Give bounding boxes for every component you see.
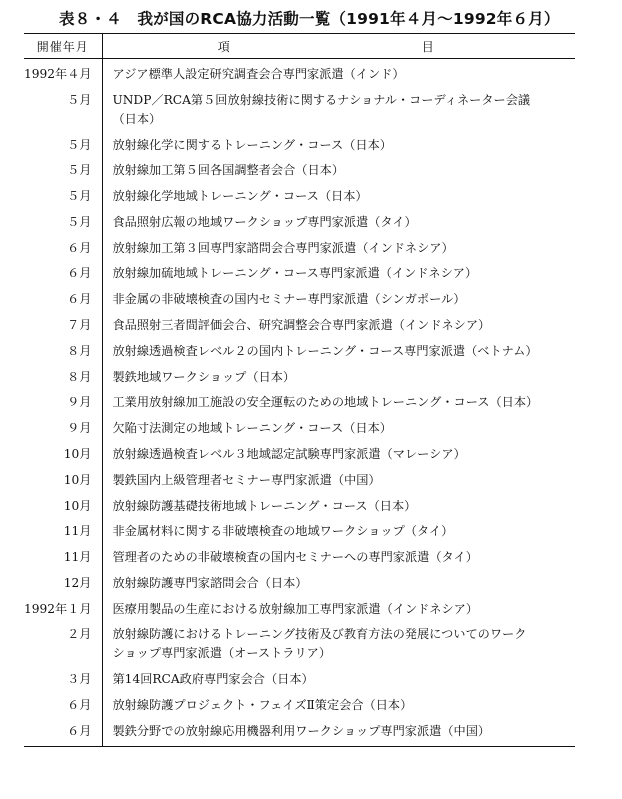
item-cell [102,313,575,339]
date-cell: 12月 [24,570,102,596]
date-cell: ６月 [24,693,102,719]
item-line: 放射線化学地域トレーニング・コース（日本） [112,189,368,204]
date-cell: ６月 [24,287,102,313]
item-line: 非金属の非破壊検査の国内セミナー専門家派遣（シンガポール） [112,292,466,307]
item-line: 放射線加工第３回専門家諮問会合専門家派遣（インドネシア） [112,240,454,255]
item-line: 放射線化学に関するトレーニング・コース（日本） [112,137,392,152]
table-row [24,235,575,261]
item-cell [102,442,575,468]
table-row [24,132,575,158]
table-row [24,390,575,416]
item-line: （日本） [112,111,162,126]
date-cell: ５月 [24,184,102,210]
item-line: 放射線防護におけるトレーニング技術及び教育方法の発展についてのワーク [112,627,527,642]
item-line: 製鉄国内上級管理者セミナー専門家派遣（中国） [112,472,381,487]
table-row [24,59,575,88]
table-row [24,442,575,468]
item-cell [102,519,575,545]
date-cell: 11月 [24,519,102,545]
item-line: 放射線加硫地域トレーニング・コース専門家派遣（インドネシア） [112,266,478,281]
date-cell: 10月 [24,442,102,468]
date-cell: 10月 [24,467,102,493]
date-cell: ５月 [24,87,102,132]
item-cell [102,287,575,313]
item-cell [102,210,575,236]
date-cell: ９月 [24,416,102,442]
item-cell [102,261,575,287]
table-row [24,622,575,667]
item-line: 放射線加工第５回各国調整者会合（日本） [112,163,345,178]
item-line: アジア標準人設定研究調査会合専門家派遣（インド） [112,67,405,81]
item-cell [102,667,575,693]
table-header-row [24,34,575,59]
table-body [24,59,575,747]
item-cell [102,390,575,416]
item-cell [102,493,575,519]
item-cell [102,158,575,184]
item-cell [102,338,575,364]
item-cell [102,59,575,88]
item-line: 食品照射広報の地域ワークショップ専門家派遣（タイ） [112,214,417,229]
header-date: 開催年月 [24,34,102,59]
item-line: 製鉄分野での放射線応用機器利用ワークショップ専門家派遣（中国） [112,723,491,738]
table-row [24,338,575,364]
item-line: UNDP／RCA第５回放射線技術に関するナショナル・コーディネーター会議 [112,92,531,107]
table-row [24,519,575,545]
item-line: 欠陥寸法測定の地域トレーニング・コース（日本） [112,421,392,436]
table-row [24,667,575,693]
header-item: 項 目 [102,34,575,59]
item-cell [102,718,575,746]
item-line: 放射線防護基礎技術地域トレーニング・コース（日本） [112,498,417,513]
item-line: 医療用製品の生産における放射線加工専門家派遣（インドネシア） [112,601,479,616]
table-row [24,545,575,571]
item-line: 製鉄地域ワークショップ（日本） [112,369,296,384]
item-line: 放射線防護専門家諮問会合（日本） [112,575,308,590]
table-row [24,493,575,519]
table-row [24,467,575,493]
date-cell: 1992年４月 [24,59,102,88]
item-line: 管理者のための非破壊検査の国内セミナーへの専門家派遣（タイ） [112,550,478,565]
item-line: 放射線透過検査レベル２の国内トレーニング・コース専門家派遣（ベトナム） [112,343,538,358]
item-line: 第14回RCA政府専門家会合（日本） [112,672,314,687]
date-cell: ５月 [24,210,102,236]
item-cell [102,132,575,158]
item-cell [102,235,575,261]
date-cell: ８月 [24,338,102,364]
date-cell: ３月 [24,667,102,693]
table-row [24,718,575,746]
table-row [24,210,575,236]
date-cell: ６月 [24,718,102,746]
date-cell: ６月 [24,261,102,287]
item-cell [102,545,575,571]
table-row [24,287,575,313]
table-title: 表８・４ 我が国のRCA協力活動一覧（1991年４月〜1992年６月） [59,10,560,28]
item-line: 放射線透過検査レベル３地域認定試験専門家派遣（マレーシア） [112,446,466,461]
item-line: 食品照射三者間評価会合、研究調整会合専門家派遣（インドネシア） [112,318,491,333]
date-cell: ２月 [24,622,102,667]
date-cell: ５月 [24,132,102,158]
item-cell [102,467,575,493]
date-cell: ８月 [24,364,102,390]
item-cell [102,184,575,210]
item-line: ショップ専門家派遣（オーストラリア） [112,646,332,661]
date-cell: ７月 [24,313,102,339]
item-cell [102,693,575,719]
table-row [24,596,575,622]
table-row [24,313,575,339]
table-row [24,87,575,132]
date-cell: ６月 [24,235,102,261]
item-cell [102,87,575,132]
table-row [24,261,575,287]
rca-activities-table [24,33,575,747]
item-line: 放射線防護プロジェクト・フェイズⅡ策定会合（日本） [112,697,413,712]
date-cell: ５月 [24,158,102,184]
date-cell: 10月 [24,493,102,519]
table-row [24,693,575,719]
item-cell [102,416,575,442]
table-row [24,364,575,390]
date-cell: ９月 [24,390,102,416]
item-line: 非金属材料に関する非破壊検査の地域ワークショップ（タイ） [112,524,454,539]
item-cell [102,570,575,596]
table-row [24,570,575,596]
table-row [24,416,575,442]
table-row [24,184,575,210]
item-cell [102,596,575,622]
table-row [24,158,575,184]
date-cell: 1992年１月 [24,596,102,622]
date-cell: 11月 [24,545,102,571]
item-line: 工業用放射線加工施設の安全運転のための地域トレーニング・コース（日本） [112,395,539,410]
item-cell [102,364,575,390]
item-cell [102,622,575,667]
